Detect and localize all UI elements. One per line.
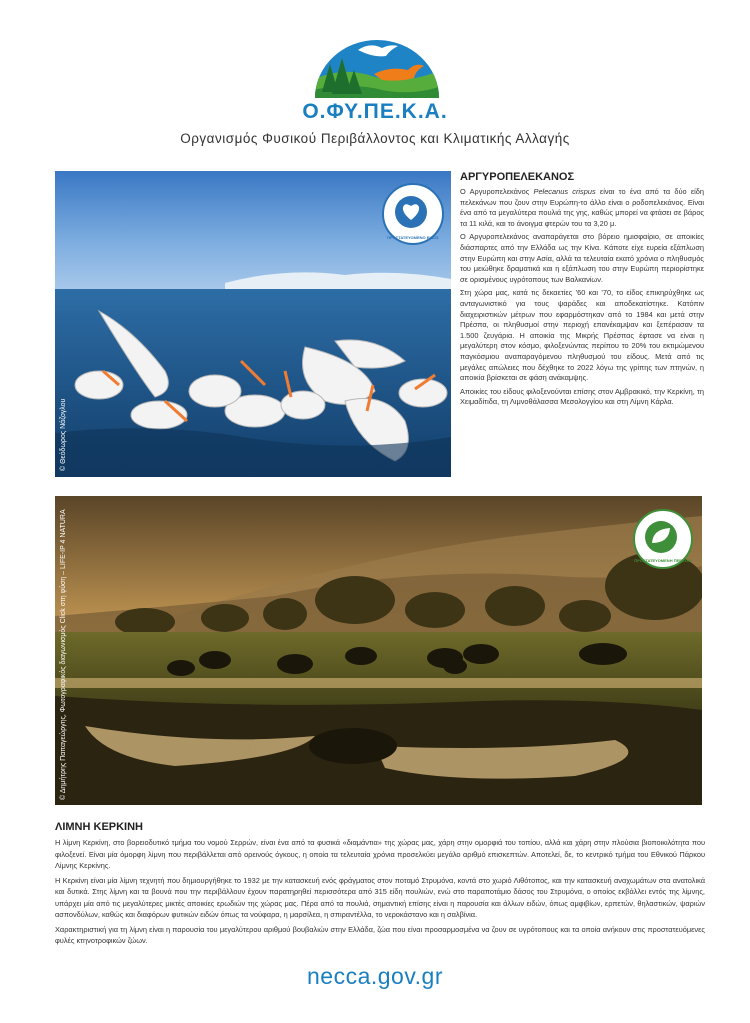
pelican-paragraph: Αποικίες του είδους φιλοξενούνται επίσης στον Αμβρακικό, την Κερκίνη, τη Χειμαδίτιδα, τη Λιμνοθάλασσα Μεσολογγίου και στη Λίμνη Κάρλα.: [460, 386, 704, 407]
kerkini-paragraph: Η λίμνη Κερκίνη, στο βορειοδυτικό τμήμα του νομού Σερρών, είναι ένα από τα φυσικά «διαμάντια» της χώρας μας, χάρη στην ομορφιά του τοπίου, αλλά και χάρη στην πλούσια βιοποικιλότητα που φιλοξενεί. Είναι μία όμορφη λίμνη που περιβάλλεται από ορεινούς όγκους, η οποία τα τελευταία χρόνια προσελκύει μεγάλο αριθμό επισκεπτών. Αποτελεί, δε, το κεντρικό τμήμα του Εθνικού Πάρκου Λίμνης Κερκίνης.: [55, 838, 705, 870]
protected-area-label: ΠΡΟΣΤΑΤΕΥΟΜΕΝΗ ΠΕΡΙΟΧΗ: [634, 558, 692, 563]
org-abbreviation: Ο.ΦΥ.ΠΕ.Κ.Α.: [302, 100, 448, 123]
protected-species-label: ΠΡΟΣΤΑΤΕΥΟΜΕΝΟ ΕΙΔΟΣ: [387, 235, 439, 240]
kerkini-section-title: ΛΙΜΝΗ ΚΕΡΚΙΝΗ: [55, 821, 144, 833]
species-name: Pelecanus crispus: [533, 187, 596, 196]
org-full-name: Οργανισμός Φυσικού Περιβάλλοντος και Κλιματικής Αλλαγής: [180, 131, 570, 146]
website-link[interactable]: necca.gov.gr: [307, 963, 443, 989]
text-span: είναι το ένα από τα δύο είδη πελεκάνων που ζουν στην Ευρώπη-το άλλο είναι ο ροδοπελεκάνος. Είναι ένα από τα μεγαλύτερα πουλιά της γης, καθώς μπορεί να φτάσει σε βάρος τα 11 κιλά, και το άνοιγμα φτερών του τα 3,20 μ.: [460, 187, 704, 228]
heart-leaf-icon: [382, 183, 440, 241]
pelican-paragraph: Ο Αργυροπελεκάνος αναπαράγεται στο βόρειο ημισφαίριο, σε αποικίες διάσπαρτες από την Ελλάδα ως την Κίνα. Κάποτε είχε ευρεία εξάπλωση στην Ευρώπη και στην Ασία, αλλά τα τελευταία εκατό χρόνια ο πληθυσμός του μειώθηκε δραματικά και η εξάπλωση του στην Ευρώπη περιορίστηκε σε ορισμένους υγρότοπους των Βαλκανίων.: [460, 232, 704, 284]
pelican-paragraph: Στη χώρα μας, κατά τις δεκαετίες ’60 και ’70, το είδος επικηρύχθηκε ως ανταγωνιστικό για τους ψαράδες και αποδεκατίστηκε. Κατόπιν διαχειριστικών μέτρων που εφαρμόστηκαν από το 1984 και μετά στην Πρέσπα, οι πληθυσμοί στην περιοχή επανέκαμψαν και ξεπέρασαν τα 1.500 ζευγάρια. Η αποικία της Μικρής Πρέσπας έφτασε να είναι η μεγαλύτερη στον κόσμο, φιλοξενώντας περίπου το 20% του εκτιμώμενου παγκόσμιου αναπαραγόμενου πληθυσμού του είδους. Μετά από τις μεγάλες απώλειες που δέχθηκε το 2022 λόγω της γρίπης των πτηνών, η αποικία βρίσκεται σε φάση ανάκαμψης.: [460, 288, 704, 383]
kerkini-paragraph: Η Κερκίνη είναι μία λίμνη τεχνητή που δημιουργήθηκε το 1932 με την κατασκευή ενός φράγματος στον ποταμό Στρυμόνα, κοντά στο χωριό Λιθότοπος, και την κατασκευή αναχωμάτων στα ανατολικά και δυτικά. Στης λίμνη και τα βουνά που την περιβάλλουν έχουν παρατηρηθεί περισσότερα από 315 είδη πουλιών, ενώ στο παραποτάμιο δάσος του Στρυμόνα, ο οποίος εκβάλλει εντός της λίμνης, υπάρχει μία από τις μεγαλύτερες μικτές αποικίες ερωδιών της χώρας μας. Πέρα από τα πουλιά, σημαντική επίσης είναι η παρουσία και άλλων ειδών, όπως αμφιβίων, ερπετών, θηλαστικών, ψαριών ασπονδύλων, καθώς και διαφόρων φυτικών ειδών όπως τα νούφαρα, η μαρσίλεα, η σπιραντέλλα, το νεροκάστανο και η σαλβίνια.: [55, 875, 705, 919]
kerkini-paragraph: Χαρακτηριστική για τη λίμνη είναι η παρουσία του μεγαλύτερου αριθμού βουβαλιών στην Ελλάδα, ζώα που είναι προσαρμοσμένα να ζουν σε υγρότοπους και τα οποία ανήκουν στις προστατευόμενες φυλές κτηνοτροφικών ζώων.: [55, 924, 705, 945]
kerkini-article: [55, 837, 705, 950]
kerkini-lake-photo: [55, 496, 702, 805]
pelican-paragraph: [460, 187, 704, 229]
pelicans-photo-credit: © Θεόδωρος Νάζογλου: [60, 398, 67, 471]
pelican-section-title: ΑΡΓΥΡΟΠΕΛΕΚΑΝΟΣ: [460, 171, 575, 183]
pelican-article: [460, 187, 704, 411]
leaf-icon: [633, 509, 689, 565]
kerkini-photo-credit: © Δημήτρης Παπαγεώργης, Φωτογραφικός διαγωνισμός Click στη φύση – LIFE-IP 4 NATURA: [60, 509, 67, 800]
text-span: Ο Αργυροπελεκάνος: [460, 187, 534, 196]
